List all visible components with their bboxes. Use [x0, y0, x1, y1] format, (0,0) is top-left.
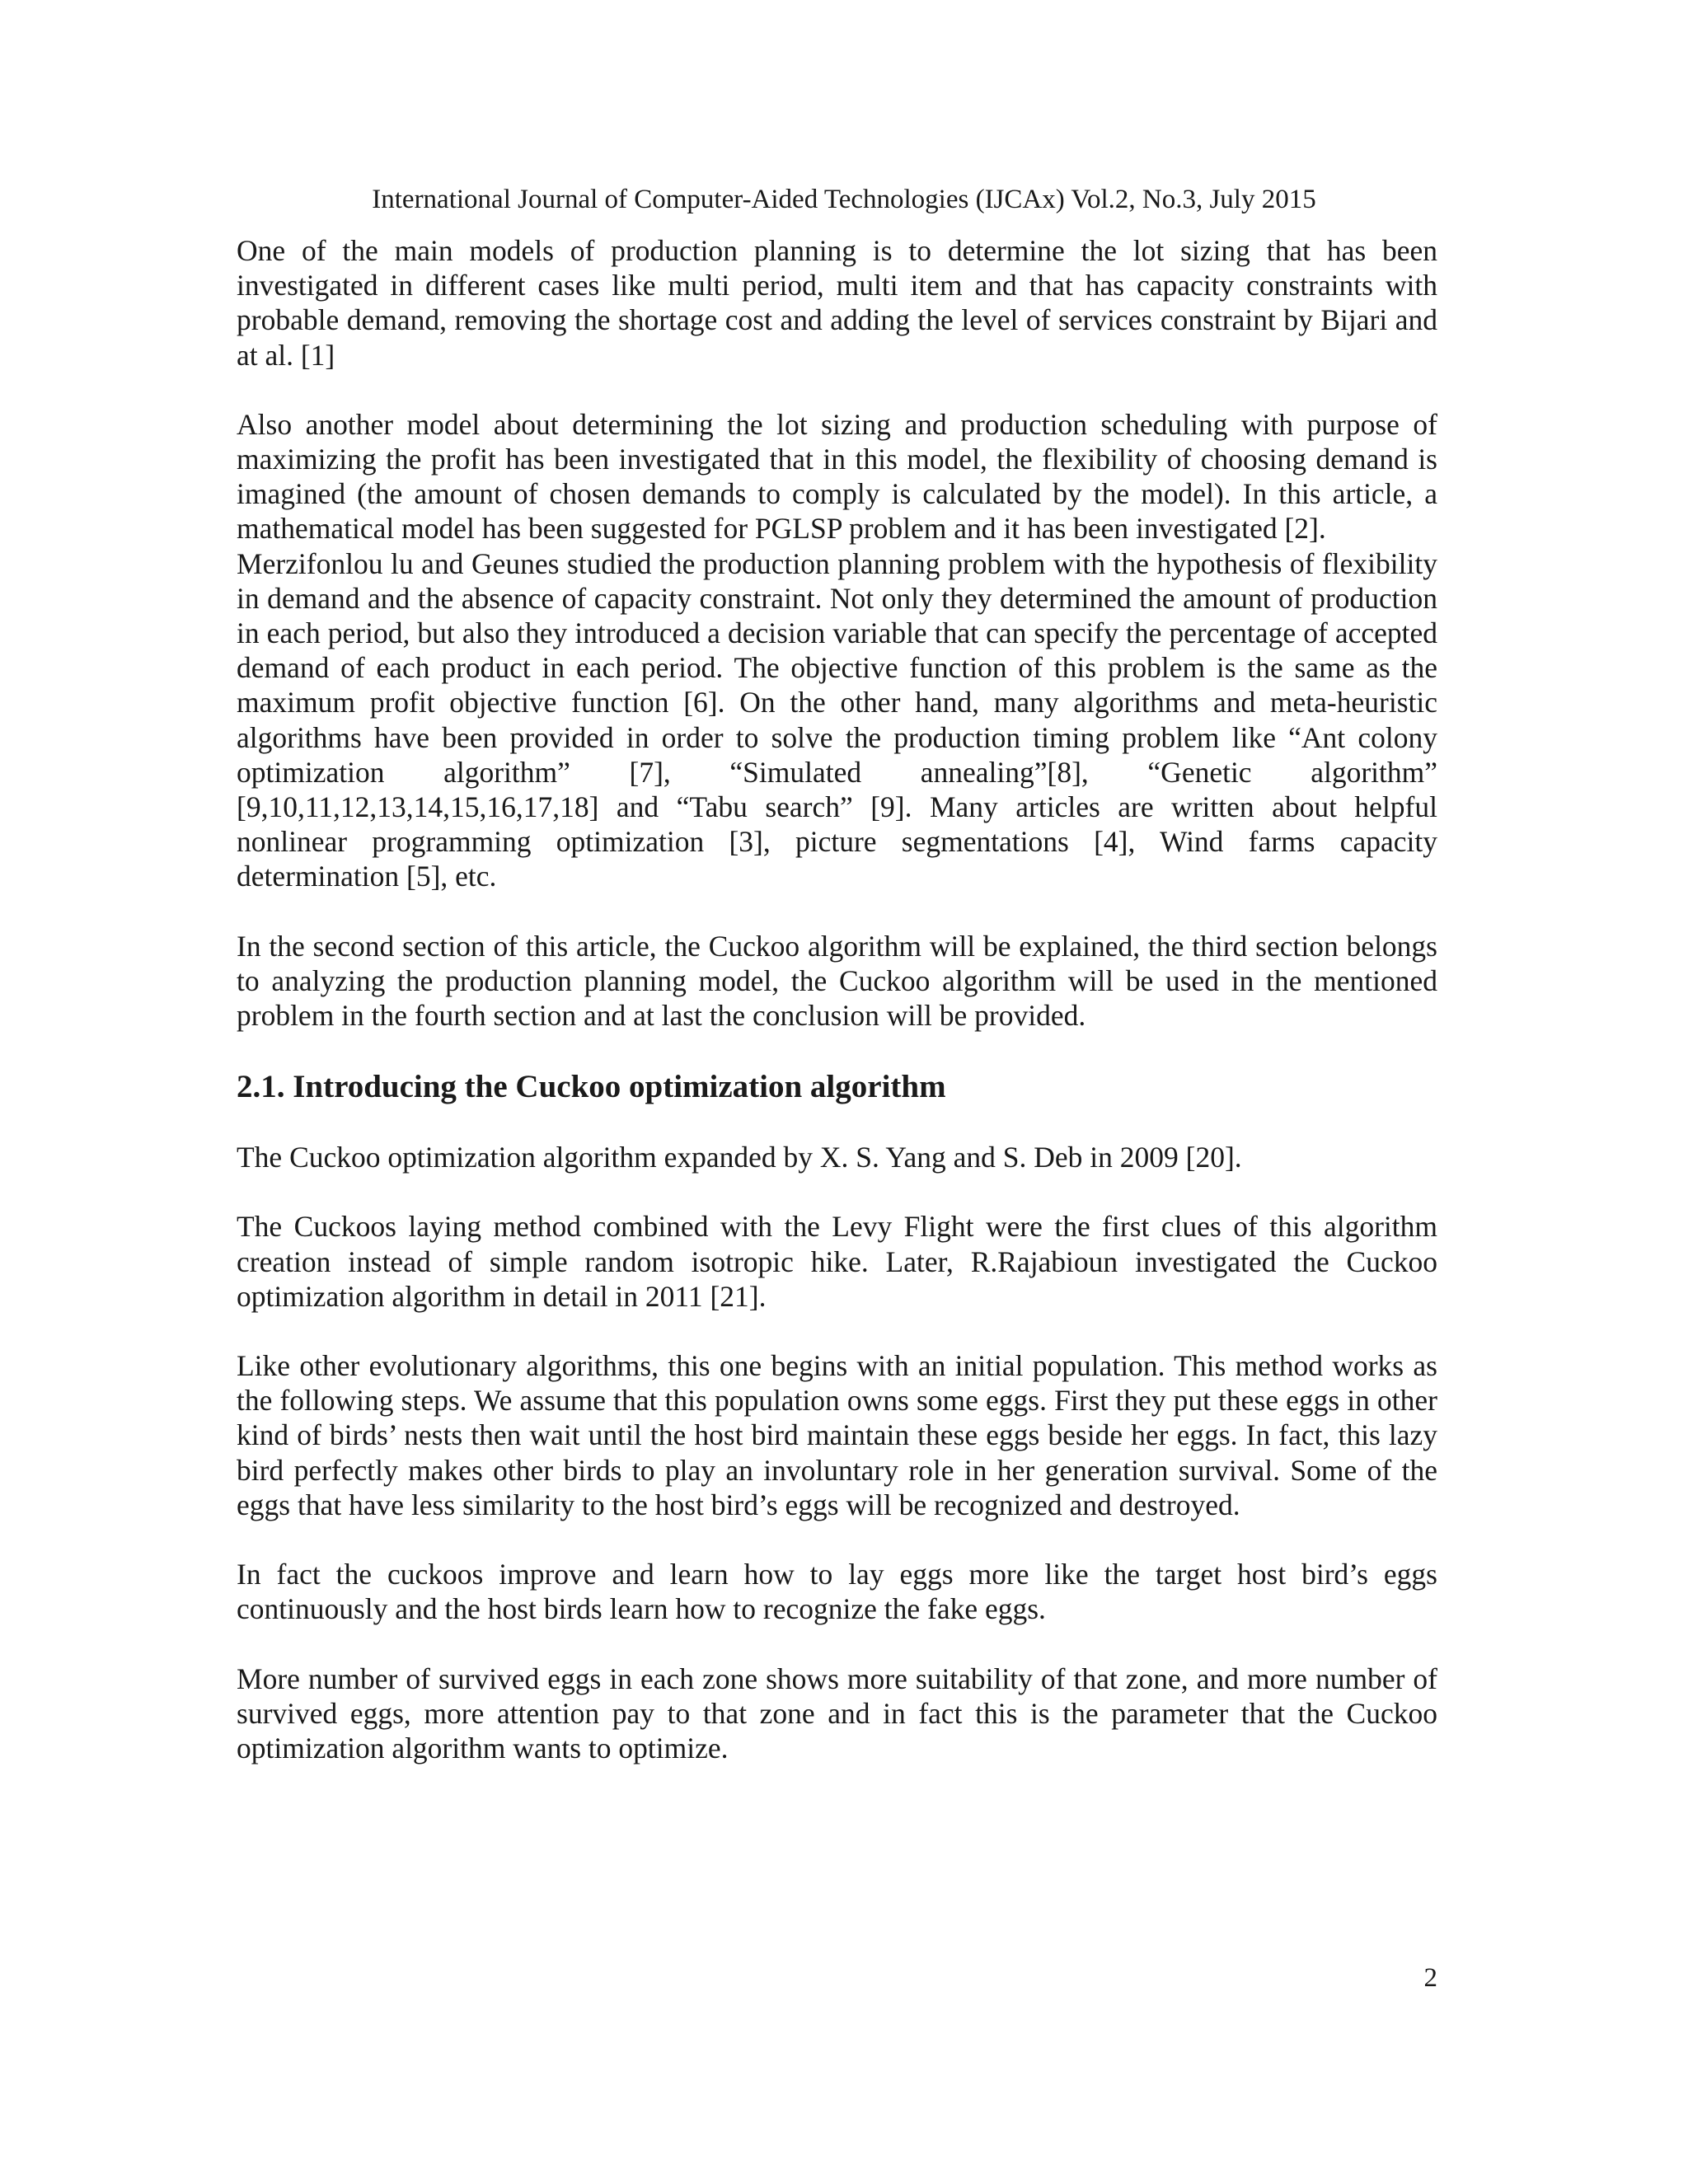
paragraph-cuckoo-learning: In fact the cuckoos improve and learn how to lay eggs more like the target host bird’s eggs continuously and the host birds learn how to recognize the fake eggs.: [237, 1558, 1437, 1626]
article-body: [237, 233, 1437, 1765]
paragraph-flexible-demand-literature: Merzifonlou lu and Geunes studied the production planning problem with the hypothesis of flexibility in demand and the absence of capacity constraint. Not only they determined the amount of production in each period, but also they introduced a decision variable that can specify the percentage of accepted demand of each product in each period. The objective function of this problem is the same as the maximum profit objective function [6]. On the other hand, many algorithms and meta-heuristic algorithms have been provided in order to solve the production timing problem like “Ant colony optimization algorithm” [7], “Simulated annealing”[8], “Genetic algorithm” [9,10,11,12,13,14,15,16,17,18] and “Tabu search” [9]. Many articles are written about helpful nonlinear programming optimization [3], picture segmentations [4], Wind farms capacity determination [5], etc.: [237, 546, 1437, 893]
paragraph-profit-maximization-model: Also another model about determining the lot sizing and production scheduling with purpose of maximizing the profit has been investigated that in this model, the flexibility of choosing demand is imagined (the amount of chosen demands to comply is calculated by the model). In this article, a mathematical model has been suggested for PGLSP problem and it has been investigated [2].: [237, 407, 1437, 546]
paragraph-lot-sizing-models: One of the main models of production planning is to determine the lot sizing that has been investigated in different cases like multi period, multi item and that has capacity constraints with probable demand, removing the shortage cost and adding the level of services constraint by Bijari and at al. [1]: [237, 234, 1437, 372]
page-number: 2: [1423, 1963, 1437, 1993]
paragraph-cuckoo-origin: The Cuckoo optimization algorithm expanded by X. S. Yang and S. Deb in 2009 [20].: [237, 1141, 1242, 1174]
paragraph-article-outline: In the second section of this article, the Cuckoo algorithm will be explained, the third section belongs to analyzing the production planning model, the Cuckoo algorithm will be used in the mentioned problem in the fourth section and at last the conclusion will be provided.: [237, 929, 1437, 1033]
paragraph-levy-flight: The Cuckoos laying method combined with the Levy Flight were the first clues of this algorithm creation instead of simple random isotropic hike. Later, R.Rajabioun investigated the Cuckoo optimization algorithm in detail in 2011 [21].: [237, 1210, 1437, 1313]
journal-running-header: International Journal of Computer-Aided Technologies (IJCAx) Vol.2, No.3, July 2015: [372, 185, 1316, 214]
paragraph-survived-eggs: More number of survived eggs in each zone shows more suitability of that zone, and more number of survived eggs, more attention pay to that zone and in fact this is the parameter that the Cuckoo optimization algorithm wants to optimize.: [237, 1661, 1437, 1765]
paragraph-egg-laying-steps: Like other evolutionary algorithms, this one begins with an initial population. This method works as the following steps. We assume that this population owns some eggs. First they put these eggs in other kind of birds’ nests then wait until the host bird maintain these eggs beside her eggs. In fact, this lazy bird perfectly makes other birds to play an involuntary role in her generation survival. Some of the eggs that have less similarity to the host bird’s eggs will be recognized and destroyed.: [237, 1349, 1437, 1521]
section-heading: 2.1. Introducing the Cuckoo optimization algorithm: [237, 1069, 946, 1105]
